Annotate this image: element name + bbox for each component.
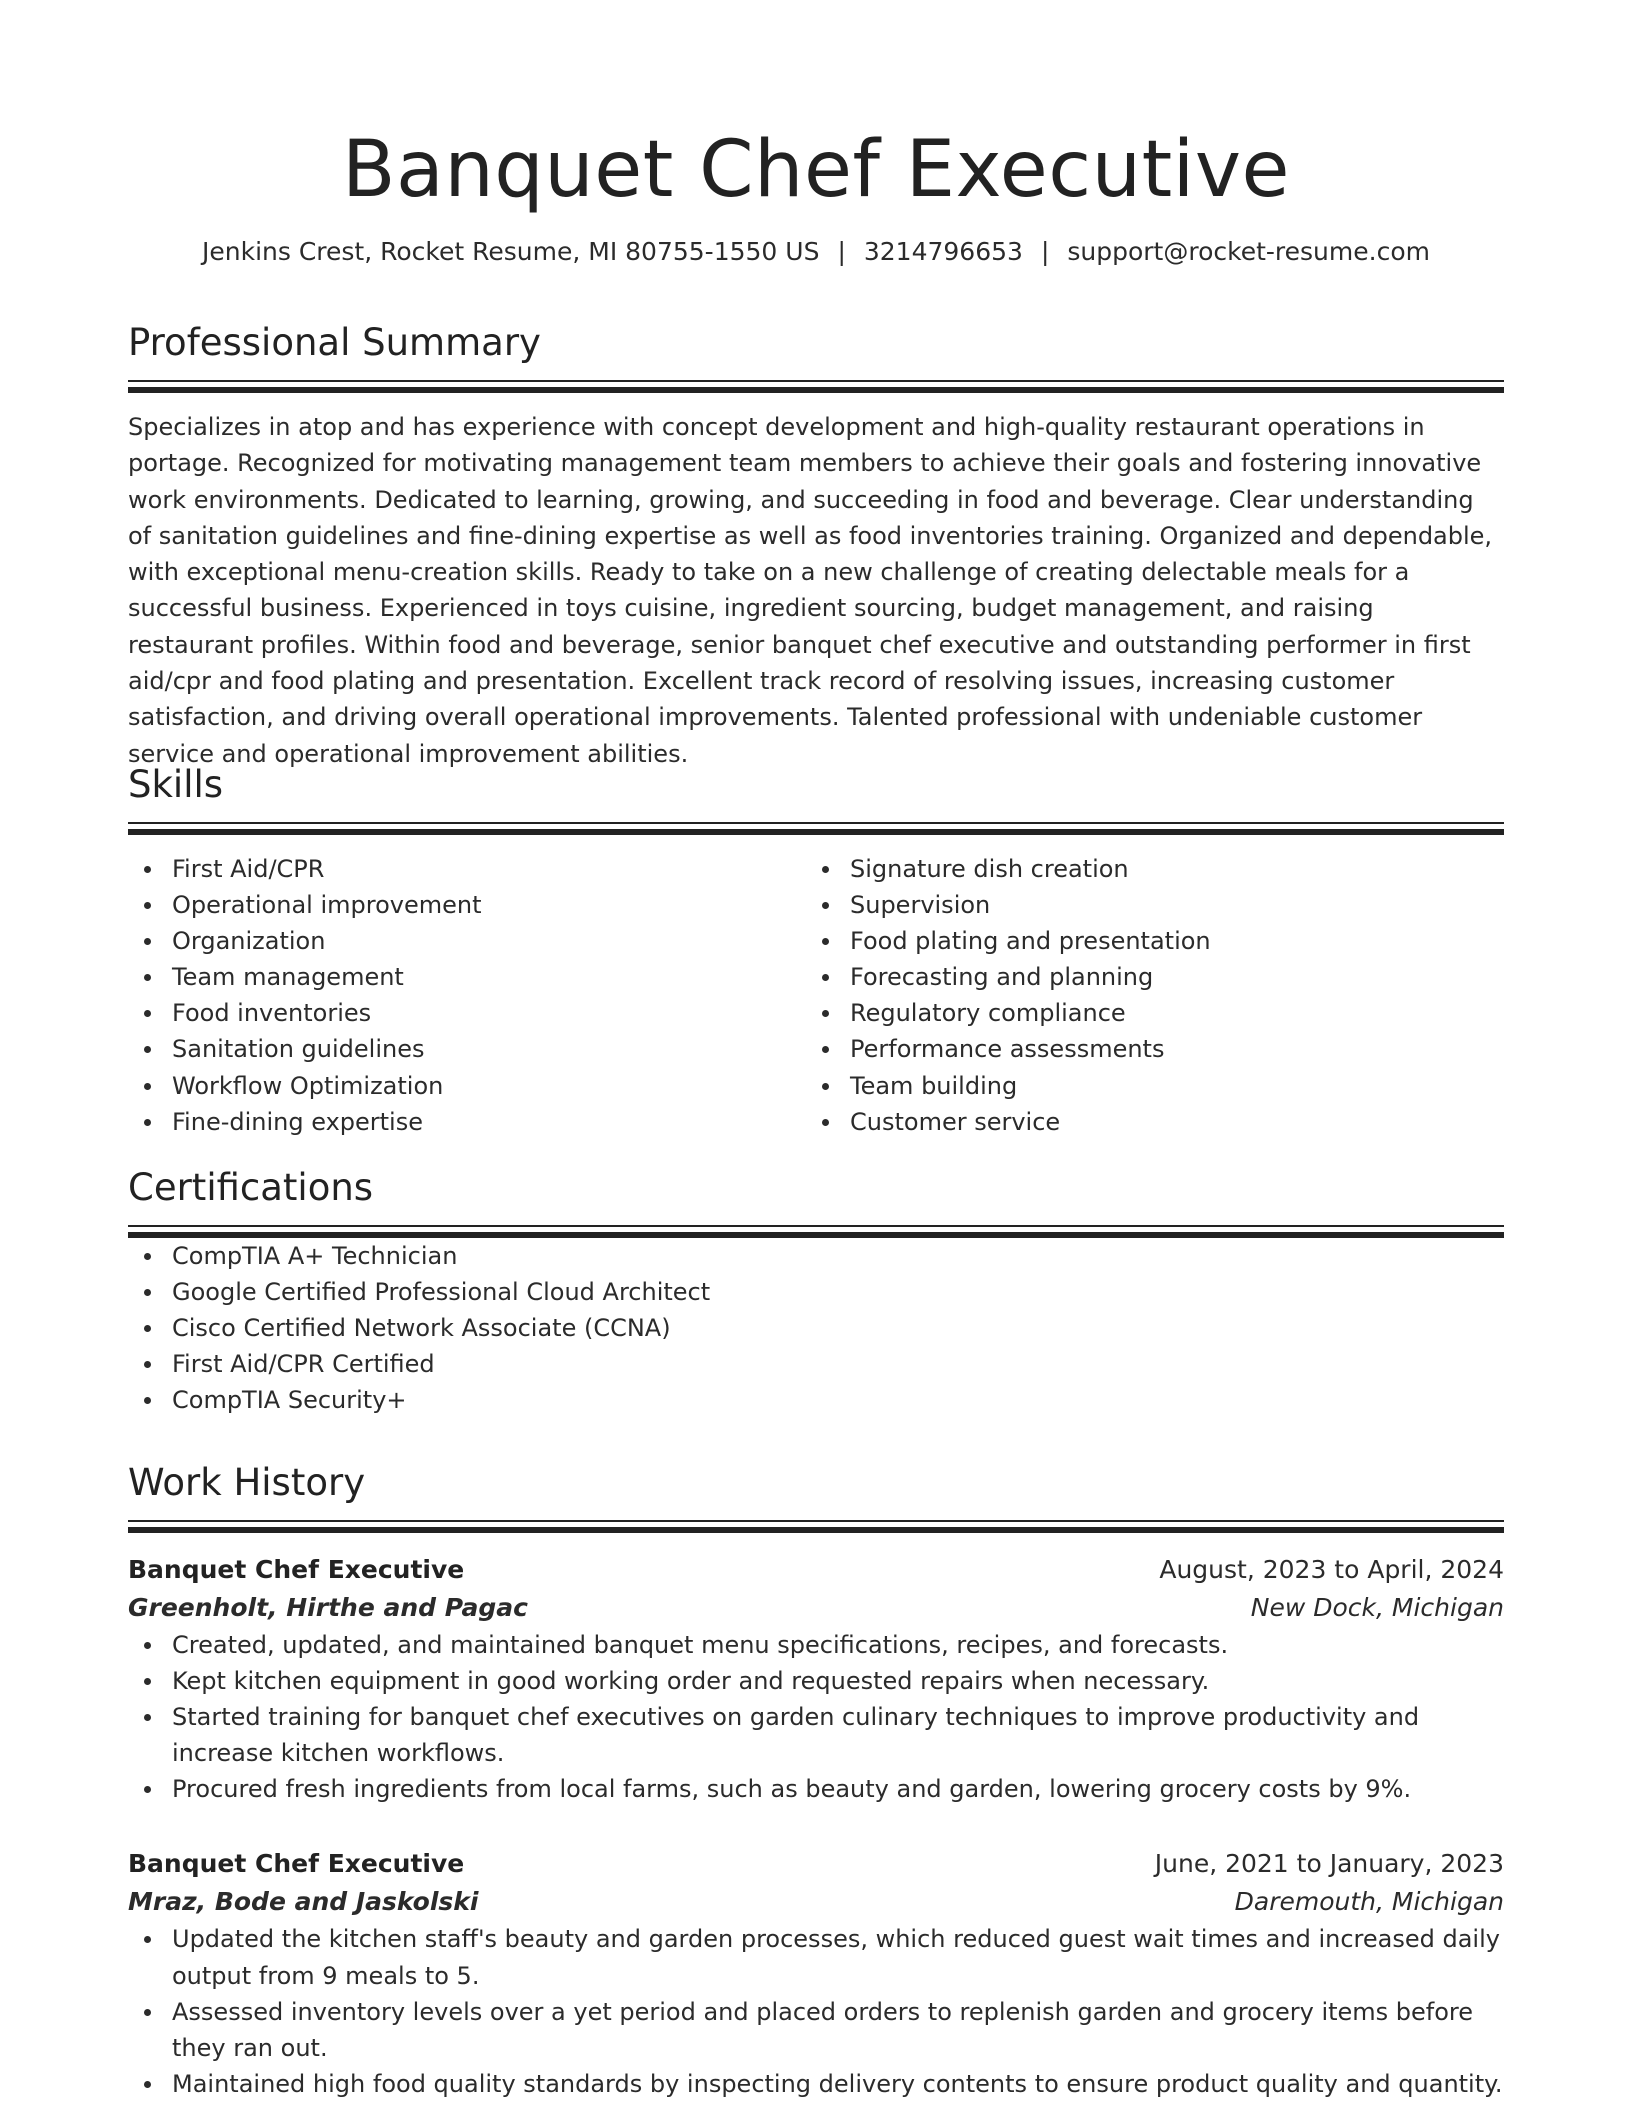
job-header-row	[128, 1845, 1504, 1883]
certification-item: CompTIA A+ Technician	[128, 1238, 1504, 1274]
contact-separator: |	[837, 237, 846, 266]
certification-item: First Aid/CPR Certified	[128, 1346, 1504, 1382]
skill-item: Food inventories	[128, 995, 806, 1031]
skill-item: Sanitation guidelines	[128, 1031, 806, 1067]
job-dates: June, 2021 to January, 2023	[1154, 1849, 1504, 1879]
certifications-list	[128, 1238, 1504, 1418]
skill-item: Organization	[128, 923, 806, 959]
certification-item: CompTIA Security+	[128, 1382, 1504, 1418]
skill-item: Operational improvement	[128, 887, 806, 923]
section-title-skills: Skills	[128, 763, 224, 806]
certifications-section	[128, 1165, 1504, 1418]
skill-item: Customer service	[806, 1104, 1484, 1140]
job-bullet: Kept kitchen equipment in good working order and requested repairs when necessary.	[128, 1663, 1504, 1699]
job-bullet: Created, updated, and maintained banquet menu specifications, recipes, and forecasts.	[128, 1627, 1504, 1663]
certification-item: Google Certified Professional Cloud Architect	[128, 1274, 1504, 1310]
skill-item: Regulatory compliance	[806, 995, 1484, 1031]
contact-email: support@rocket-resume.com	[1067, 237, 1430, 266]
job-bullet: Procured fresh ingredients from local farms, such as beauty and garden, lowering grocery costs by 9%.	[128, 1771, 1504, 1807]
job-location: New Dock, Michigan	[1250, 1593, 1504, 1622]
skill-item: Food plating and presentation	[806, 923, 1484, 959]
skill-item: Fine-dining expertise	[128, 1104, 806, 1140]
skill-item: Signature dish creation	[806, 851, 1484, 887]
job-bullet: Assessed inventory levels over a yet period and placed orders to replenish garden and grocery items before they ran out.	[128, 1994, 1504, 2066]
summary-text: Specializes in atop and has experience with concept development and high-quality restaurant operations in portage. Recognized for motivating management team members to achieve their goals and fostering innovative work environments. Dedicated to learning, growing, and succeeding in food and beverage. Clear understanding of sanitation guidelines and fine-dining expertise as well as food inventories training. Organized and dependable, with exceptional menu-creation skills. Ready to take on a new challenge of creating delectable meals for a successful business. Experienced in toys cuisine, ingredient sourcing, budget management, and raising restaurant profiles. Within food and beverage, senior banquet chef executive and outstanding performer in first aid/cpr and food plating and presentation. Excellent track record of resolving issues, increasing customer satisfaction, and driving overall operational improvements. Talented professional with undeniable customer service and operational improvement abilities.	[128, 413, 1493, 768]
skills-column-left	[128, 851, 806, 1140]
section-title-summary: Professional Summary	[128, 321, 541, 364]
section-divider	[128, 380, 1504, 393]
skill-item: Performance assessments	[806, 1031, 1484, 1067]
skill-item: Forecasting and planning	[806, 959, 1484, 995]
skills-list-right	[806, 851, 1484, 1140]
resume-name: Banquet Chef Executive	[342, 125, 1290, 215]
section-divider	[128, 1520, 1504, 1533]
skill-item: Workflow Optimization	[128, 1068, 806, 1104]
certification-item: Cisco Certified Network Associate (CCNA)	[128, 1310, 1504, 1346]
job-entry	[128, 1551, 1504, 1807]
skills-columns	[128, 851, 1504, 1140]
contact-phone: 3214796653	[863, 237, 1023, 266]
section-divider	[128, 822, 1504, 835]
contact-separator: |	[1040, 237, 1050, 266]
section-title-certifications: Certifications	[128, 1166, 374, 1209]
skills-section	[128, 762, 1504, 1140]
job-title: Banquet Chef Executive	[128, 1555, 465, 1584]
job-title: Banquet Chef Executive	[128, 1849, 465, 1879]
job-company: Greenholt, Hirthe and Pagac	[128, 1593, 528, 1622]
skill-item: First Aid/CPR	[128, 851, 806, 887]
job-dates: August, 2023 to April, 2024	[1159, 1555, 1504, 1584]
skill-item: Team management	[128, 959, 806, 995]
skills-list-left	[128, 851, 806, 1140]
job-bullet: Maintained high food quality standards by inspecting delivery contents to ensure product quality and quantity.	[128, 2066, 1504, 2102]
job-entry	[128, 1845, 1504, 2101]
section-title-work-history: Work History	[128, 1461, 366, 1504]
summary-section	[128, 320, 1504, 772]
skill-item: Team building	[806, 1068, 1484, 1104]
job-bullet-list	[128, 1921, 1504, 2101]
section-divider	[128, 1225, 1504, 1238]
skills-column-right	[806, 851, 1484, 1140]
job-subheader-row	[128, 1589, 1504, 1627]
job-company: Mraz, Bode and Jaskolski	[128, 1887, 479, 1917]
resume-page	[128, 0, 1504, 2098]
job-header-row	[128, 1551, 1504, 1589]
job-subheader-row	[128, 1883, 1504, 1921]
work-history-section	[128, 1460, 1504, 2102]
skill-item: Supervision	[806, 887, 1484, 923]
contact-address: Jenkins Crest, Rocket Resume, MI 80755-1550 US	[202, 237, 820, 266]
job-bullet: Started training for banquet chef executives on garden culinary techniques to improve productivity and increase kitchen workflows.	[128, 1699, 1504, 1771]
job-bullet: Updated the kitchen staff's beauty and garden processes, which reduced guest wait times and increased daily output from 9 meals to 5.	[128, 1921, 1504, 1993]
job-bullet-list	[128, 1627, 1504, 1807]
job-location: Daremouth, Michigan	[1234, 1887, 1504, 1917]
contact-line	[128, 236, 1504, 268]
